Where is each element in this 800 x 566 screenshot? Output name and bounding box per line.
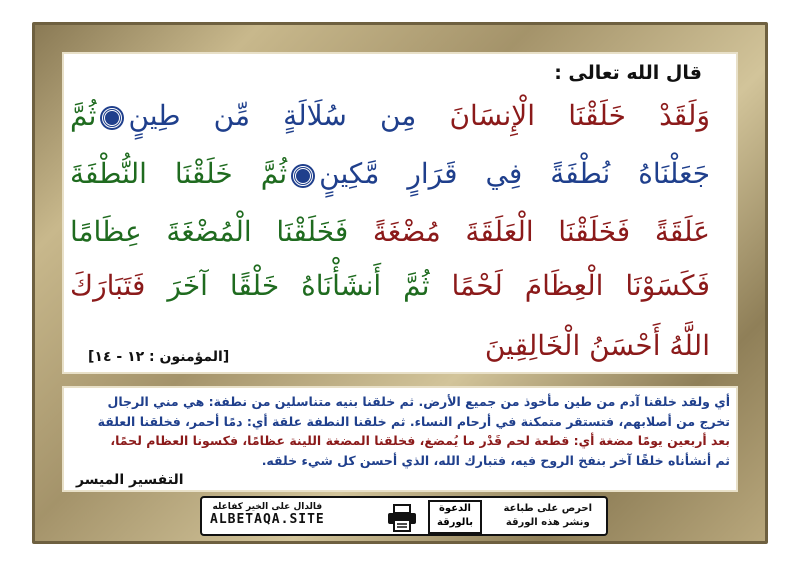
- footer-banner: [200, 496, 608, 536]
- tafsir-line: ثم أنشأناه خلقًا آخر بنفخ الروح فيه، فتبارك الله، الذي أحسن كل شيء خلقه.: [261, 452, 730, 468]
- ayah-end-icon: [102, 108, 122, 128]
- logo: [428, 500, 482, 534]
- site-block: [210, 502, 325, 527]
- verse-text: ثُمَّ أَنشَأْنَاهُ خَلْقًا آخَرَ: [167, 269, 430, 302]
- print-appeal-line: ونشر هذه الورقة: [505, 517, 590, 528]
- verse-text: وَلَقَدْ خَلَقْنَا الْإِنسَانَ: [449, 99, 710, 132]
- tafsir-text: [80, 392, 730, 470]
- logo-text: الدعوة: [439, 503, 471, 514]
- verse-text: ثُمَّ خَلَقْنَا النُّطْفَةَ: [70, 157, 288, 190]
- verse-line-5: اللَّهُ أَحْسَنُ الْخَالِقِينَ: [484, 329, 710, 362]
- printer-icon: [386, 504, 418, 532]
- tafsir-source-label: التفسير الميسر: [76, 472, 184, 488]
- tafsir-line: تخرج من أصلابهم، فتستقر متمكنة في أرحام النساء. ثم خلقنا النطفة علقة أي: دمًا أحمر، فخلقنا العلقة: [97, 413, 730, 429]
- verse-text: جَعَلْنَاهُ نُطْفَةً فِي قَرَارٍ مَّكِينٍ: [319, 157, 711, 190]
- verse-line-4: [70, 266, 710, 306]
- tafsir-line: بعد أربعين يومًا مضغة أي: قطعة لحم قَدْر ما يُمضغ، فخلقنا المضغة اللينة عظامًا، فكسونا العظام لحمًا،: [110, 433, 730, 448]
- surah-reference: [المؤمنون : ١٢ - ١٤]: [88, 349, 230, 365]
- page-title: قال الله تعالى :: [554, 62, 702, 84]
- print-appeal: [504, 502, 592, 530]
- logo-text: بالورقة: [437, 517, 473, 528]
- motto-text: فالدال على الخير كفاعله: [212, 502, 323, 512]
- print-appeal-line: احرص على طباعة: [503, 503, 592, 514]
- verse-line-3: [70, 212, 710, 252]
- verse-text: فَخَلَقْنَا الْمُضْغَةَ عِظَامًا: [70, 215, 349, 248]
- verse-line-1: [70, 96, 710, 136]
- site-link[interactable]: ALBETAQA.SITE: [210, 512, 325, 527]
- verse-text: عَلَقَةً فَخَلَقْنَا الْعَلَقَةَ مُضْغَةً: [372, 215, 710, 248]
- verse-text: ثُمَّ: [70, 99, 97, 132]
- verse-text: فَتَبَارَكَ: [70, 269, 146, 302]
- tafsir-line: أي ولقد خلقنا آدم من طين مأخوذ من جميع الأرض. ثم خلقنا بنيه متناسلين من نطفة: هي مني الرجال: [107, 394, 730, 409]
- verse-text: مِن سُلَالَةٍ مِّن طِينٍ: [128, 99, 417, 132]
- verse-line-2: [70, 154, 710, 194]
- verse-text: فَكَسَوْنَا الْعِظَامَ لَحْمًا: [451, 269, 710, 302]
- ayah-end-icon: [293, 166, 313, 186]
